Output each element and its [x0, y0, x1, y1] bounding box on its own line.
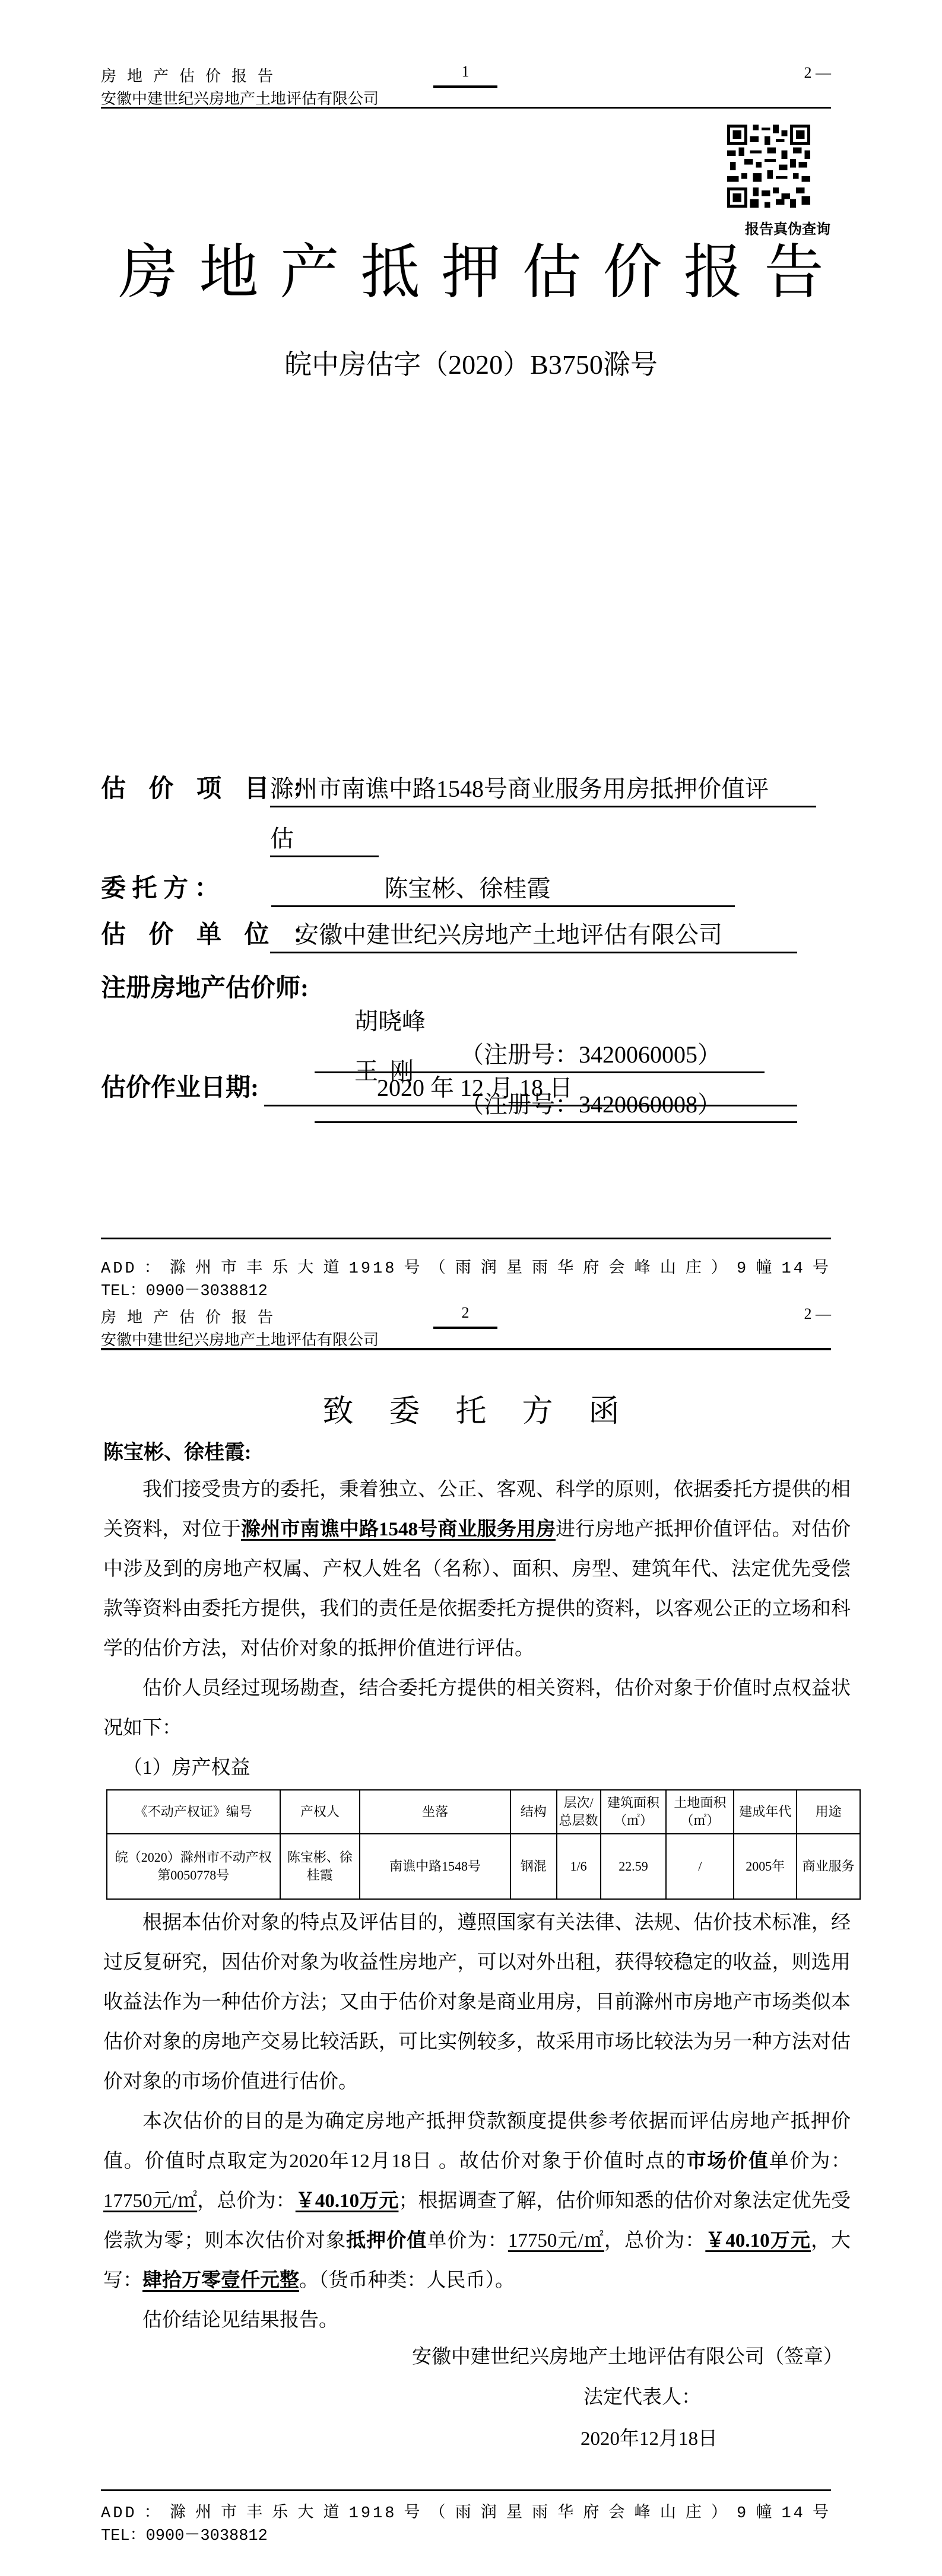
footer-divider [101, 2489, 831, 2491]
section-heading: （1）房产权益 [123, 1757, 250, 1779]
appraiser-1-reg: （注册号：3420060005） [460, 1041, 721, 1068]
column-header: 《不动产权证》编号 [107, 1790, 280, 1834]
date-value: 2020 年 12 月 18 日 [264, 1071, 797, 1106]
legal-representative: 法定代表人： [583, 2387, 701, 2408]
footer-tel: TEL：0900－3038812 [101, 1283, 268, 1300]
qr-code-icon [727, 125, 810, 208]
client-value: 陈宝彬、徐桂霞 [271, 872, 735, 907]
table-cell: 钢混 [510, 1834, 557, 1899]
footer-address: ADD：滁州市丰乐大道1918号（雨润星雨华府会峰山庄）9幢14号 [101, 2505, 831, 2523]
table-header-row [107, 1790, 860, 1834]
project-value-continued: 估 [270, 822, 379, 857]
property-rights-table [106, 1789, 861, 1900]
paragraph-closing: 估价结论见结果报告。 [142, 2310, 338, 2331]
project-label: 估 价 项 目 ： [101, 775, 326, 803]
project-value: 滁州市南谯中路1548号商业服务用房抵押价值评 [270, 772, 816, 807]
mortgage-total-price: ￥40.10万元 [705, 2230, 811, 2251]
paragraph-method: 根据本估价对象的特点及评估目的，遵照国家有关法律、法规、估价技术标准，经过反复研究，因估价对象为收益性房地产，可以对外出租，获得较稳定的收益，则选用收益法作为一种估价方法；又由于估价对象是商业用房，目前滁州市房地产市场类似本估价对象的房地产交易比较活跃，可比实例较多，故采用市场比较法为另一种方法对估价对象的市场价值进行估价。 [103, 1912, 851, 2092]
table-cell: / [666, 1834, 734, 1899]
footer-address: ADD：滁州市丰乐大道1918号（雨润星雨华府会峰山庄）9幢14号 [101, 1260, 831, 1278]
appraiser-label: 注册房地产估价师: [101, 975, 309, 1002]
mortgage-unit-price: 17750元/㎡ [508, 2230, 604, 2251]
text: 。（货币种类：人民币）。 [299, 2270, 515, 2291]
signature-company: 安徽中建世纪兴房地产土地评估有限公司（签章） [412, 2346, 843, 2368]
text: 进行房地产抵押价值评估。对估价中涉及到的房地产权属、产权人姓名（名称）、面积、房型、建筑年代、法定优先受偿款等资料由委托方提供，我们的责任是依据委托方提供的资料，以客观公正的立场和科学的估价方法，对估价对象的抵押价值进行评估。 [103, 1519, 851, 1659]
paragraph-intro [103, 1470, 851, 1669]
text: 单价为： [769, 2151, 851, 2172]
qr-caption: 报告真伪查询 [745, 222, 830, 237]
table-cell: 皖（2020）滁州市不动产权第0050778号 [107, 1834, 280, 1899]
text: 我们接受贵方的委托，秉着独立、公正、客观、科学的原则，依据委托方提供的相关资料，对位于 [103, 1479, 851, 1540]
page-number: 1 [433, 63, 497, 88]
paragraph-inspection: 估价人员经过现场勘查，结合委托方提供的相关资料，估价对象于价值时点权益状况如下： [103, 1678, 851, 1739]
table-cell: 22.59 [601, 1834, 667, 1899]
property-address: 滁州市南谯中路1548号商业服务用房 [240, 1519, 556, 1540]
market-total-price: ￥40.10万元 [295, 2190, 399, 2212]
mortgage-value-label: 抵押价值 [346, 2230, 427, 2251]
text: ，总价为： [197, 2190, 296, 2212]
column-header: 建筑面积（㎡） [601, 1790, 667, 1834]
column-header: 产权人 [280, 1790, 360, 1834]
signature-date: 2020年12月18日 [581, 2428, 718, 2450]
text: ，总价为： [604, 2230, 706, 2251]
column-header: 层次/总层数 [557, 1790, 601, 1834]
page-header-company: 安徽中建世纪兴房地产土地评估有限公司 [101, 90, 379, 107]
date-label: 估价作业日期: [101, 1074, 259, 1102]
footer-divider [101, 1238, 831, 1239]
column-header: 坐落 [360, 1790, 510, 1834]
page-header-title: 房地产估价报告 [101, 1309, 284, 1326]
page-header-title: 房地产估价报告 [101, 68, 284, 85]
appraiser-2-name: 王 刚 [354, 1058, 414, 1085]
text: ；根据调查了解，估价师知悉的估价对象法定优先受偿款为零；则本次估价对象 [103, 2190, 851, 2251]
column-header: 建成年代 [734, 1790, 797, 1834]
letter-body [103, 1470, 855, 2340]
column-header: 结构 [510, 1790, 557, 1834]
header-divider [101, 107, 831, 109]
page-number: 2 [433, 1304, 497, 1329]
table-cell: 商业服务 [797, 1834, 860, 1899]
paragraph-conclusion [103, 2102, 851, 2301]
market-unit-price: 17750元/㎡ [103, 2190, 198, 2212]
table-row [107, 1834, 860, 1899]
table-cell: 1/6 [557, 1834, 601, 1899]
valuation-unit-value: 安徽中建世纪兴房地产土地评估有限公司 [270, 918, 797, 953]
column-header: 土地面积（㎡） [666, 1790, 734, 1834]
letter-title: 致委托方函 [322, 1395, 655, 1429]
appraiser-1-name: 胡晓峰 [354, 1008, 426, 1035]
column-header: 用途 [797, 1790, 860, 1834]
amount-in-words: 肆拾万零壹仟元整 [142, 2270, 299, 2291]
client-label: 委 托 方 ： [101, 875, 220, 902]
appraiser-2-reg: （注册号：3420060008） [460, 1091, 721, 1118]
valuation-unit-label: 估 价 单 位 ： [101, 921, 326, 949]
table-cell: 2005年 [734, 1834, 797, 1899]
table-cell: 南谯中路1548号 [360, 1834, 510, 1899]
header-divider [101, 1348, 831, 1350]
table-cell: 陈宝彬、徐桂霞 [280, 1834, 360, 1899]
text: 本次估价的目的是为确定房地产抵押贷款额度提供参考依据而评估房地产抵押价值。价值时点取定为2020年12月18日 。故估价对象于价值时点的 [103, 2111, 851, 2172]
salutation: 陈宝彬、徐桂霞: [103, 1442, 252, 1464]
total-pages: 2 — [804, 64, 831, 81]
footer-tel: TEL：0900－3038812 [101, 2527, 268, 2545]
report-title: 房地产抵押估价报告 [118, 240, 845, 306]
total-pages: 2 — [804, 1305, 831, 1322]
report-number: 皖中房估字（2020）B3750滁号 [284, 349, 658, 380]
page-header-company: 安徽中建世纪兴房地产土地评估有限公司 [101, 1331, 379, 1349]
text: 单价为： [427, 2230, 508, 2251]
text: ，大写： [103, 2230, 851, 2291]
market-value-label: 市场价值 [686, 2151, 769, 2172]
